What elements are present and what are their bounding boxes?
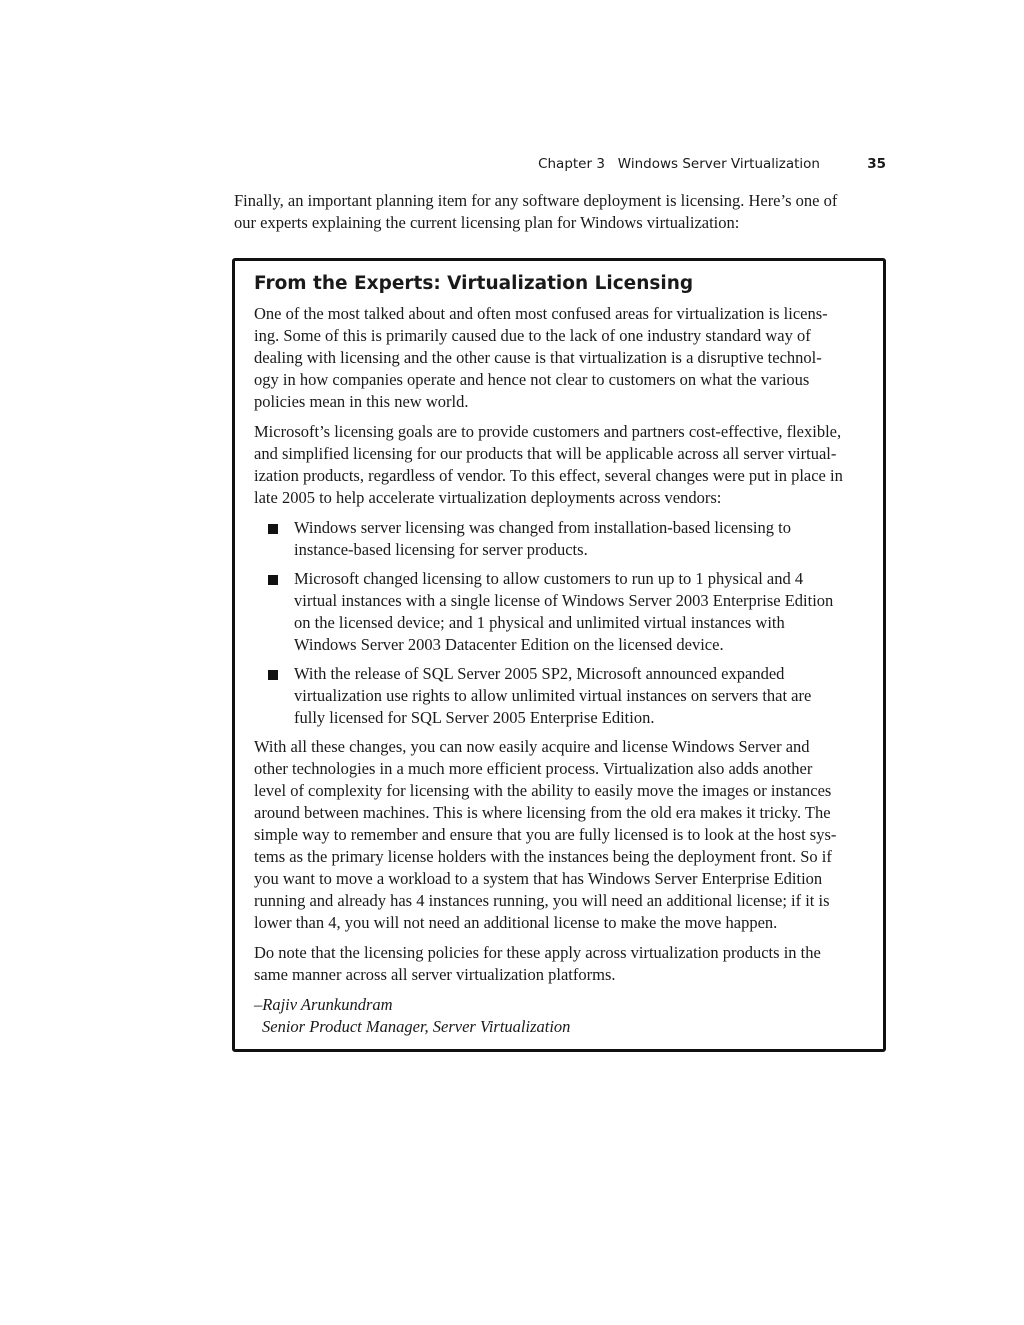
- text-line: With all these changes, you can now easily acquire and license Windows Server and: [254, 737, 810, 756]
- body-paragraph: [254, 942, 869, 986]
- body-paragraph: [254, 736, 869, 934]
- text-line: Microsoft changed licensing to allow customers to run up to 1 physical and 4: [294, 569, 804, 588]
- text-line: One of the most talked about and often most confused areas for virtualization is licens-: [254, 304, 828, 323]
- bullet-item: [254, 568, 869, 656]
- text-line: ing. Some of this is primarily caused due to the lack of one industry standard way of: [254, 326, 811, 345]
- sidebar-title: From the Experts: Virtualization Licensing: [254, 273, 694, 294]
- text-line: instance-based licensing for server products.: [294, 540, 588, 559]
- square-bullet-icon: [268, 575, 278, 585]
- text-line: running and already has 4 instances running, you will need an additional license; if it is: [254, 891, 830, 910]
- bullet-item: [254, 517, 869, 561]
- text-line: around between machines. This is where licensing from the old era makes it tricky. The: [254, 803, 831, 822]
- text-line: our experts explaining the current licensing plan for Windows virtualization:: [234, 213, 740, 232]
- text-line: level of complexity for licensing with the ability to easily move the images or instances: [254, 781, 832, 800]
- text-line: simple way to remember and ensure that you are fully licensed is to look at the host sys-: [254, 825, 837, 844]
- text-line: on the licensed device; and 1 physical and unlimited virtual instances with: [294, 613, 785, 632]
- square-bullet-icon: [268, 670, 278, 680]
- text-line: policies mean in this new world.: [254, 392, 469, 411]
- text-line: lower than 4, you will not need an additional license to make the move happen.: [254, 913, 778, 932]
- bullet-item: [254, 663, 869, 729]
- text-line: Do note that the licensing policies for these apply across virtualization products in the: [254, 943, 821, 962]
- text-line: Finally, an important planning item for any software deployment is licensing. Here’s one of: [234, 191, 838, 210]
- chapter-title: Chapter 3 Windows Server Virtualization: [538, 156, 820, 172]
- text-line: tems as the primary license holders with the instances being the deployment front. So if: [254, 847, 832, 866]
- author-title: Senior Product Manager, Server Virtualization: [262, 1017, 571, 1036]
- text-line: you want to move a workload to a system that has Windows Server Enterprise Edition: [254, 869, 823, 888]
- text-line: Windows Server 2003 Datacenter Edition on the licensed device.: [294, 635, 724, 654]
- text-line: same manner across all server virtualization platforms.: [254, 965, 616, 984]
- text-line: late 2005 to help accelerate virtualization deployments across vendors:: [254, 488, 722, 507]
- author-name: –Rajiv Arunkundram: [254, 995, 393, 1014]
- text-line: ogy in how companies operate and hence not clear to customers on what the various: [254, 370, 810, 389]
- attribution: [254, 994, 869, 1038]
- text-line: virtual instances with a single license of Windows Server 2003 Enterprise Edition: [294, 591, 834, 610]
- text-line: Microsoft’s licensing goals are to provide customers and partners cost-effective, flexible,: [254, 422, 842, 441]
- text-line: virtualization use rights to allow unlimited virtual instances on servers that are: [294, 686, 812, 705]
- text-line: and simplified licensing for our products that will be applicable across all server virtual-: [254, 444, 837, 463]
- text-line: dealing with licensing and the other cause is that virtualization is a disruptive technol-: [254, 348, 822, 367]
- text-line: With the release of SQL Server 2005 SP2, Microsoft announced expanded: [294, 664, 785, 683]
- intro-paragraph: [234, 190, 884, 234]
- text-line: ization products, regardless of vendor. To this effect, several changes were put in place in: [254, 466, 843, 485]
- expert-sidebar-box: [232, 258, 886, 1052]
- text-line: fully licensed for SQL Server 2005 Enterprise Edition.: [294, 708, 655, 727]
- square-bullet-icon: [268, 524, 278, 534]
- text-line: Windows server licensing was changed from installation-based licensing to: [294, 518, 791, 537]
- body-paragraph: [254, 421, 869, 509]
- text-line: other technologies in a much more efficient process. Virtualization also adds another: [254, 759, 813, 778]
- page-number: 35: [867, 156, 886, 172]
- body-paragraph: [254, 303, 869, 413]
